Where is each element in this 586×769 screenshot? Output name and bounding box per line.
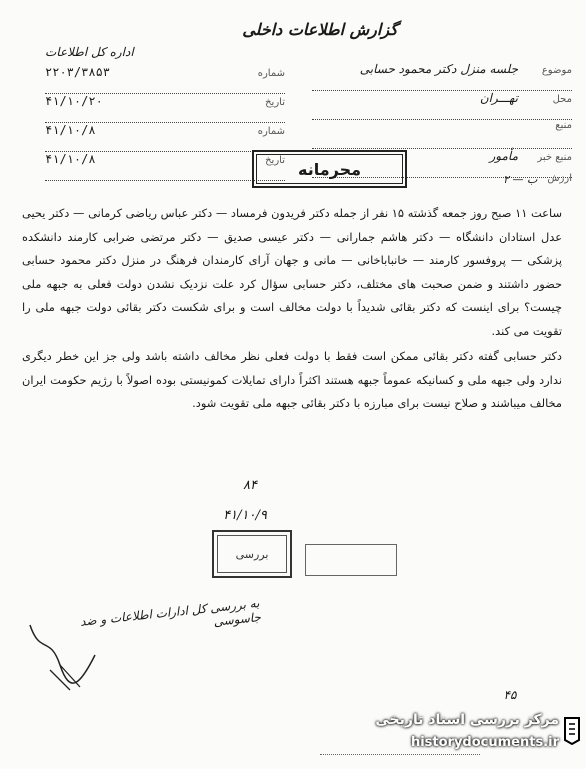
meta-value: ۴۱/۱۰/۲۰: [45, 94, 103, 108]
watermark-url: historydocuments.ir: [410, 735, 559, 750]
report-paragraph: ساعت ۱۱ صبح روز جمعه گذشته ۱۵ نفر از جمله دکتر فریدون فرمساد — دکتر عباس ریاضی کرمانی — دکتر یحیی عدل استادان دانشگاه — دکتر هاشم جمارانی — دکتر عیسی صدیق — دکتر مرتضی ضرابی کارمند دانشکده پزشکی — پروفسور کارمند — خانباباخانی — مانی و جهان آرای کارمندان فرهنگ در منزل دکتر محمود حسابی حضور داشتند و ضمن صحبت های مختلف، دکتر حسابی سؤال کرد علت نزدیک نشدن دولت فعلی به جبهه ملی چیست؟ برای اینست که دکتر بقائی شدیداً با دولت مخالف است و برای شکست دکتر بقائی دولت جبهه ملی را تقویت می کند.: [22, 206, 562, 338]
meta-label: منبع خبر: [537, 152, 572, 163]
report-paragraph: دکتر حسابی گفته دکتر بقائی ممکن است فقط با دولت فعلی نظر مخالف داشته باشد ولی جز این خطر دیگری ندارد ولی جبهه ملی و کسانیکه عموماً جبهه هستند اکثراً دارای تمایلات کمونیستی بوده اصولاً با رژیم حکومت ایران مخالف میباشند و صلاح نیست برای مبارزه با دکتر بقائی جبهه ملی تقویت شود.: [22, 349, 562, 410]
watermark: [295, 708, 585, 758]
signoff-mark: ۸۴: [243, 478, 257, 493]
reference-value: ب — ۲: [503, 173, 538, 186]
meta-left-row: [45, 65, 285, 94]
reference-label: ارزش: [547, 173, 572, 184]
cropped-footer-line: [320, 754, 480, 765]
handwritten-scribble: [20, 615, 110, 695]
meta-right-row: [312, 91, 572, 120]
meta-value: اداره کل اطلاعات: [45, 45, 134, 59]
meta-value: تهـــران: [479, 91, 518, 105]
meta-value: ۴۱/۱۰/۸: [45, 123, 96, 137]
review-stamp-text: بررسی: [217, 535, 287, 573]
handwritten-annotation: به بررسی کل ادارات اطلاعات و ضد جاسوسی: [79, 596, 262, 629]
meta-label: موضوع: [541, 65, 572, 76]
meta-left-block: [45, 45, 285, 181]
report-body: [22, 202, 562, 416]
meta-label: تاریخ: [265, 97, 285, 108]
meta-left-row: [45, 123, 285, 152]
meta-label: منبع: [555, 120, 572, 131]
archive-logo-icon: [561, 716, 583, 746]
meta-right-row: [312, 62, 572, 91]
faded-stamp: [305, 544, 397, 576]
meta-value: مأمور: [489, 149, 518, 163]
meta-label: شماره: [257, 126, 285, 137]
meta-label: شماره: [257, 68, 285, 79]
meta-value: ۴۱/۱۰/۸: [45, 152, 96, 166]
classification-stamp-text: محرمانه: [256, 154, 403, 184]
watermark-title: مرکز بررسی اسناد تاریخی: [375, 712, 559, 728]
meta-left-row: [45, 152, 285, 181]
page-number: ۴۵: [503, 688, 517, 702]
meta-left-row: [45, 45, 285, 65]
meta-value: جلسه منزل دکتر محمود حسابی: [359, 62, 518, 76]
meta-value: ۲۲۰۳/۳۸۵۳: [45, 65, 111, 79]
meta-right-row: [312, 120, 572, 149]
meta-label: تاریخ: [265, 155, 285, 166]
document-title: گزارش اطلاعات داخلی: [242, 20, 398, 39]
review-stamp: [212, 530, 292, 578]
meta-left-row: [45, 94, 285, 123]
classification-stamp: [252, 150, 407, 188]
reference-row: [422, 173, 572, 186]
handwritten-date: ۴۱/۱۰/۹: [223, 508, 267, 523]
meta-label: محل: [552, 94, 572, 105]
